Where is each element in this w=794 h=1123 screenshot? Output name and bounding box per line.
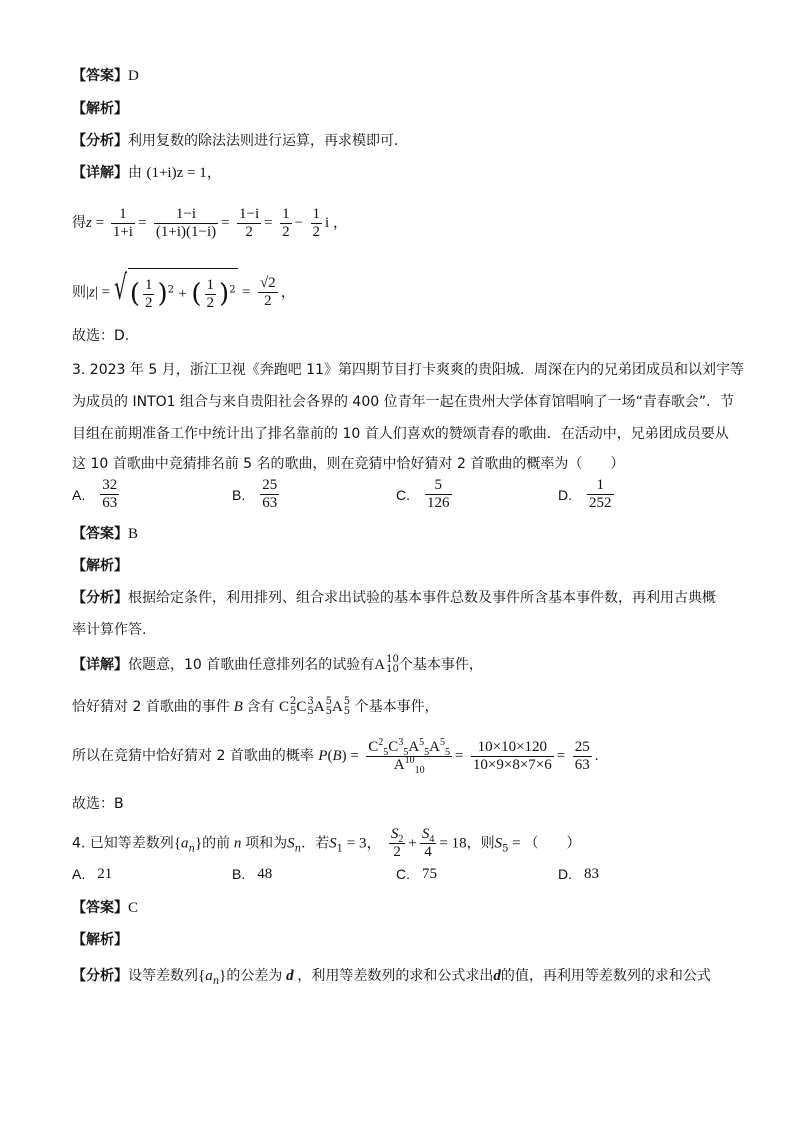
conclusion-text: 故选：D.: [72, 328, 130, 344]
ze-prefix: 则: [72, 284, 86, 301]
jiexi-tag: 【解析】: [72, 101, 128, 117]
q4-option-b: B. 48: [232, 866, 273, 882]
q2-analysis-line: [72, 131, 398, 151]
analysis-tag: 【分析】: [72, 590, 128, 606]
fraction: $\frac{1-i}{2}$: [239, 205, 260, 240]
answer-value: C: [128, 900, 139, 916]
q2-answer-line: [72, 66, 139, 86]
de-prefix: 得: [72, 215, 86, 231]
analysis-tag: 【分析】: [72, 968, 128, 984]
answer-tag: 【答案】: [72, 900, 128, 916]
q2-detail-line: [72, 163, 222, 183]
q3-conclusion: 故选：B: [72, 796, 124, 812]
sqrt-expression: √ ( $\frac{1}{2}$ )$^2$ + ( $\frac{1}{2}$ )$^2$: [114, 268, 238, 317]
q3-option-d: D. $\frac{1}{252}$: [558, 477, 612, 511]
q4-option-d: D. 83: [558, 866, 599, 882]
q4-option-a: A. 21: [72, 866, 113, 882]
fraction: $\frac{1}{1+i}$: [112, 205, 133, 240]
fraction: $\frac{1}{2}$: [312, 205, 321, 240]
q4-jiexi-line: [72, 930, 128, 950]
q3-stem-line: 为成员的 INTO1 组合与来自贵阳社会各界的 400 位青年一起在贵州大学体育馆唱响了一场“青春歌会”．节: [72, 394, 735, 410]
detail-equation: (1+i)z = 1，: [146, 165, 222, 181]
q4-analysis-line: 【分析】设等差数列$\{a_n\}$的公差为 d ，利用等差数列的求和公式求出d的值，再利用等差数列的求和公式: [72, 968, 711, 987]
q3-stem-line: 这 10 首歌曲中竞猜排名前 5 名的歌曲，则在竞猜中恰好猜对 2 首歌曲的概率为（ ）: [72, 456, 625, 472]
q3-analysis-line2: 率计算作答.: [72, 622, 147, 638]
q3-answer-line: [72, 524, 138, 544]
q3-stem-line: 3. 2023 年 5 月，浙江卫视《奔跑吧 11》第四期节目打卡爽爽的贵阳城．周深在内的兄弟团成员和以刘宇等: [72, 362, 744, 378]
fraction: $\frac{√2}{2}$: [259, 275, 276, 309]
q2-conclusion: [72, 326, 129, 346]
answer-tag: 【答案】: [72, 68, 128, 84]
fraction: $\frac{C^2_5C^3_5A^5_5A^5_5}{A^{10}_{10}}$: [368, 736, 450, 776]
jiexi-tag: 【解析】: [72, 932, 128, 948]
q3-option-a: A. $\frac{32}{63}$: [72, 477, 118, 511]
jiexi-tag: 【解析】: [72, 558, 128, 574]
fraction: $\frac{1-i}{(1+i)(1-i)}$: [155, 205, 217, 240]
detail-tag: 【详解】: [72, 165, 128, 181]
answer-value: D: [128, 68, 139, 84]
q4-option-c: C. 75: [396, 866, 437, 882]
q3-detail-line3: 所以在竞猜中恰好猜对 2 首歌曲的概率 P(B) = $\frac{C^2_5C^3_5A^5_5A^5_5}{A^{10}_{10}}$ = $\frac{10\times 10\times 120}{10\times 9\times 8\times 7\times 6}$ = $\frac{25}{63}$ .: [72, 736, 599, 776]
fraction: $\frac{1}{2}$: [282, 205, 290, 240]
analysis-text: 利用复数的除法法则进行运算，再求模即可.: [128, 133, 399, 149]
q3-detail-line: 【详解】依题意，10 首歌曲任意排列名的试验有A 10 10 个基本事件，: [72, 654, 483, 675]
q4-answer-line: [72, 898, 138, 918]
analysis-tag: 【分析】: [72, 133, 128, 149]
fraction: $\frac{10\times 10\times 120}{10\times 9\times 8\times 7\times 6}$: [472, 738, 552, 773]
q2-z-derivation: 得z = $\frac{1}{1+i}$ = $\frac{1-i}{(1+i)(1-i)}$ = $\frac{1-i}{2}$ = $\frac{1}{2}$ − $\frac{1}{2}$ i ，: [72, 205, 348, 240]
q3-analysis-line: 【分析】根据给定条件，利用排列、组合求出试验的基本事件总数及事件所含基本事件数，再利用古典概: [72, 590, 716, 606]
detail-tag: 【详解】: [72, 657, 128, 673]
q3-option-b: B. $\frac{25}{63}$: [232, 477, 278, 511]
detail-prefix: 由: [128, 165, 142, 181]
q2-modulus: 则|z| = √ ( $\frac{1}{2}$ )$^2$ + ( $\frac{1}{2}$ )$^2$ = $\frac{√2}{2}$ ，: [72, 268, 296, 317]
q3-option-c: C. $\frac{5}{126}$: [396, 477, 450, 511]
q4-stem: 4. 已知等差数列$\{a_n\}$的前 n 项和为$S_n$．若$S_1 = 3$， $\frac{S_2}{2}$ + $\frac{S_4}{4}$ = 18，则$S_5$ = （ ）: [72, 826, 581, 860]
fraction: $\frac{25}{63}$: [574, 738, 590, 773]
answer-value: B: [128, 526, 139, 542]
q3-jiexi-line: [72, 556, 128, 576]
answer-tag: 【答案】: [72, 526, 128, 542]
q3-stem-line: 目组在前期准备工作中统计出了排名靠前的 10 首人们喜欢的赞颂青春的歌曲．在活动中，兄弟团成员要从: [72, 426, 729, 442]
q3-detail-line2: 恰好猜对 2 首歌曲的事件 B 含有 C 2 5 C 3 5 A 5 5 A 5 5 个基本事件，: [72, 696, 439, 717]
q2-jiexi-line: [72, 99, 128, 119]
